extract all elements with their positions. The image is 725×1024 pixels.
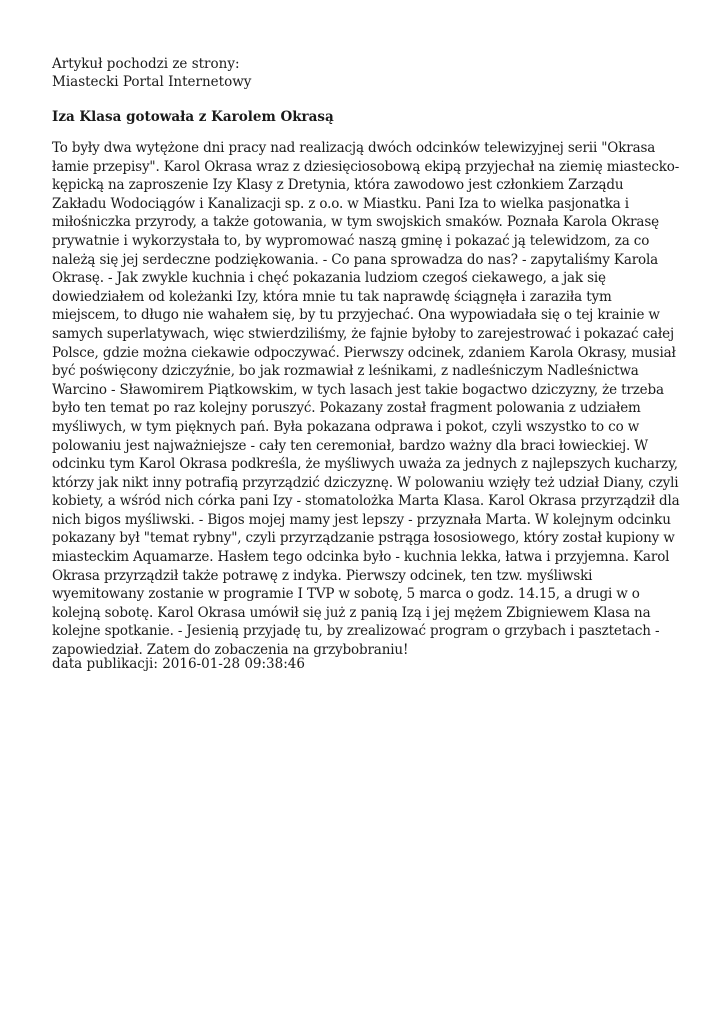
article-page <box>52 55 682 660</box>
source-site-name: Miastecki Portal Internetowy <box>52 74 252 90</box>
source-note <box>52 55 682 91</box>
article-title: Iza Klasa gotowała z Karolem Okrasą <box>52 109 334 125</box>
article-body: To były dwa wytężone dni pracy nad realizacją dwóch odcinków telewizyjnej serii "Okrasa łamie przepisy". Karol Okrasa wraz z dziesięciosobową ekipą przyjechał na ziemię miastecko-kępicką na zaproszenie Izy Klasy z Dretynia, która zawodowo jest członkiem Zarządu Zakładu Wodociągów i Kanalizacji sp. z o.o. w Miastku. Pani Iza to wielka pasjonatka i miłośniczka przyrody, a także gotowania, w tym swojskich smaków. Poznała Karola Okrasę prywatnie i wykorzystała to, by wypromować naszą gminę i pokazać ją telewidzom, za co należą się jej serdeczne podziękowania. - Co pana sprowadza do nas? - zapytaliśmy Karola Okrasę. - Jak zwykle kuchnia i chęć pokazania ludziom czegoś ciekawego, a jak się dowiedziałem od koleżanki Izy, która mnie tu tak naprawdę ściągnęła i zaraziła tym miejscem, to długo nie wahałem się, by tu przyjechać. Ona wypowiadała się o tej krainie w samych superlatywach, więc stwierdziliśmy, że fajnie byłoby to zarejestrować i pokazać całej Polsce, gdzie można ciekawie odpoczywać. Pierwszy odcinek, zdaniem Karola Okrasy, musiał być poświęcony dziczyźnie, bo jak rozmawiał z leśnikami, z nadleśniczym Nadleśnictwa Warcino - Sławomirem Piątkowskim, w tych lasach jest takie bogactwo dziczyzny, że trzeba było ten temat po raz kolejny poruszyć. Pokazany został fragment polowania z udziałem myśliwych, w tym pięknych pań. Była pokazana odprawa i pokot, czyli wszystko to co w polowaniu jest najważniejsze - cały ten ceremoniał, bardzo ważny dla braci łowieckiej. W odcinku tym Karol Okrasa podkreśla, że myśliwych uważa za jednych z najlepszych kucharzy, którzy jak nikt inny potrafią przyrządzić dziczyznę. W polowaniu wzięły też udział Diany, czyli kobiety, a wśród nich córka pani Izy - stomatolożka Marta Klasa. Karol Okrasa przyrządził dla nich bigos myśliwski. - Bigos mojej mamy jest lepszy - przyznała Marta. W kolejnym odcinku pokazany był "temat rybny", czyli przyrządzanie pstrąga łososiowego, który został kupiony w miasteckim Aquamarze. Hasłem tego odcinka było - kuchnia lekka, łatwa i przyjemna. Karol Okrasa przyrządził także potrawę z indyka. Pierwszy odcinek, ten tzw. myśliwski wyemitowany zostanie w programie I TVP w sobotę, 5 marca o godz. 14.15, a drugi w o kolejną sobotę. Karol Okrasa umówił się już z panią Izą i jej mężem Zbigniewem Klasa na kolejne spotkanie. - Jesienią przyjadę tu, by zrealizować program o grzybach i pasztetach - zapowiedział. Zatem do zobaczenia na grzybobraniu! <box>52 140 680 659</box>
publication-date: data publikacji: 2016-01-28 09:38:46 <box>52 656 305 672</box>
source-label: Artykuł pochodzi ze strony: <box>52 56 240 72</box>
